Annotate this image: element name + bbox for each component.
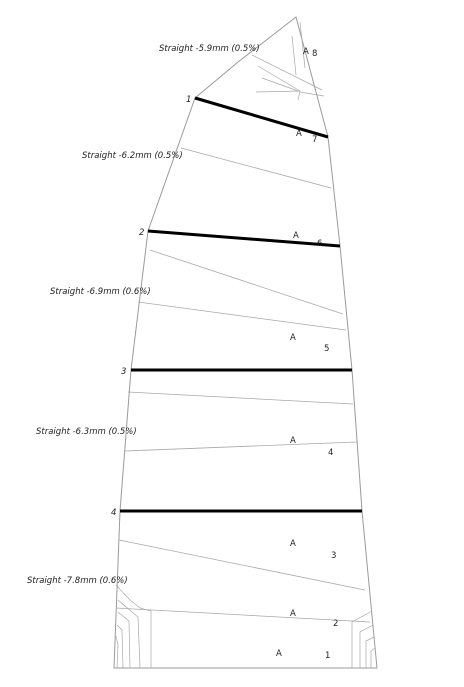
tack-patch-line: [118, 612, 130, 668]
panel-1-number: 1: [325, 651, 331, 661]
clew-patch-line: [366, 637, 374, 668]
panel-6-number: 6: [317, 239, 323, 249]
batten-number-4: 4: [111, 508, 117, 518]
panel-4-letter: A: [290, 436, 296, 446]
straight-labels: [27, 44, 260, 586]
head-patch-line: [292, 36, 296, 75]
panel-seam: [138, 302, 346, 330]
panel-seam: [119, 540, 365, 590]
head-patch: [252, 22, 324, 100]
panel-1-letter: A: [276, 649, 282, 659]
panel-2-number: 2: [333, 619, 339, 629]
panel-7-letter: A: [296, 129, 302, 139]
head-patch-line: [256, 91, 300, 92]
panel-seam: [116, 608, 370, 622]
panel-6-letter: A: [293, 231, 299, 241]
panel-8-letter: A: [303, 47, 309, 57]
batten-1-line: [195, 98, 328, 137]
panel-8-number: 8: [312, 49, 318, 59]
panel-5-letter: A: [290, 333, 296, 343]
panel-5-number: 5: [324, 344, 330, 354]
clew-patch: [352, 611, 375, 668]
head-patch-line: [262, 78, 298, 91]
tack-patch-line: [116, 636, 118, 668]
batten-number-3: 3: [121, 367, 127, 377]
sail-outline: [114, 17, 377, 668]
straight-label-3: Straight -6.9mm (0.6%): [50, 287, 151, 297]
head-patch-line: [298, 91, 300, 100]
panel-3-letter: A: [290, 539, 296, 549]
panel-2-letter: A: [290, 609, 296, 619]
tack-patch-line: [116, 585, 140, 608]
batten-number-1: 1: [186, 95, 192, 105]
panel-4-number: 4: [328, 448, 334, 458]
panel-seam: [181, 148, 331, 188]
head-patch-line: [252, 55, 322, 90]
batten-2-line: [148, 231, 340, 246]
tack-patch-line: [140, 608, 151, 668]
straight-label-4: Straight -6.3mm (0.5%): [36, 427, 137, 437]
straight-label-foot: Straight -7.8mm (0.6%): [27, 576, 128, 586]
panel-7-number: 7: [312, 135, 318, 145]
tack-patch: [116, 585, 151, 668]
head-patch-line: [300, 22, 305, 68]
panel-3-number: 3: [331, 551, 337, 561]
clew-patch-line: [371, 648, 375, 668]
panel-seam: [128, 392, 353, 404]
batten-number-2: 2: [139, 228, 145, 238]
head-patch-line: [300, 92, 324, 96]
panel-seam: [150, 250, 343, 314]
panel-seam: [125, 442, 357, 451]
panel-labels: [276, 47, 338, 661]
straight-label-head: Straight -5.9mm (0.5%): [159, 44, 260, 54]
straight-label-2: Straight -6.2mm (0.5%): [82, 151, 183, 161]
